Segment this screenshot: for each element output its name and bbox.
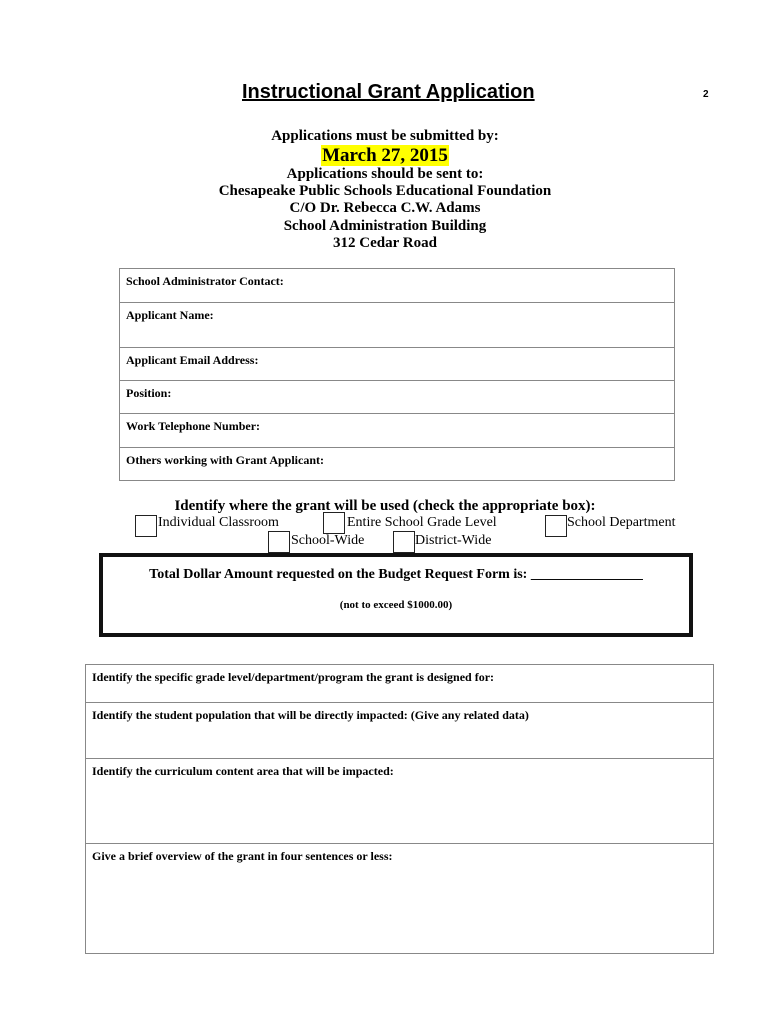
detail-field[interactable]: Give a brief overview of the grant in four sentences or less: (86, 844, 714, 954)
budget-box (99, 553, 693, 637)
grant-use-prompt: Identify where the grant will be used (check the appropriate box): (174, 498, 596, 514)
address-line: School Administration Building (283, 218, 487, 234)
option-label: School Department (567, 515, 676, 530)
contact-field[interactable]: Applicant Name: (120, 303, 675, 348)
checkbox-individual-classroom[interactable] (135, 515, 157, 537)
address-line: C/O Dr. Rebecca C.W. Adams (289, 200, 481, 216)
option-label: Individual Classroom (158, 515, 279, 530)
detail-field[interactable]: Identify the specific grade level/department/program the grant is designed for: (86, 665, 714, 703)
page-title: Instructional Grant Application (242, 81, 535, 103)
checkbox-entire-school-grade-level[interactable] (323, 512, 345, 534)
address-line: Chesapeake Public Schools Educational Foundation (218, 183, 552, 199)
option-label: District-Wide (415, 533, 492, 548)
contact-field[interactable]: Others working with Grant Applicant: (120, 448, 675, 481)
detail-field[interactable]: Identify the student population that will be directly impacted: (Give any related data) (86, 703, 714, 759)
checkbox-school-department[interactable] (545, 515, 567, 537)
detail-field[interactable]: Identify the curriculum content area that will be impacted: (86, 759, 714, 844)
page-number: 2 (703, 89, 709, 100)
budget-label[interactable]: Total Dollar Amount requested on the Budget Request Form is: ________________ (149, 567, 643, 582)
contact-field[interactable]: Work Telephone Number: (120, 414, 675, 448)
deadline-label: Applications must be submitted by: (271, 128, 499, 144)
contact-field[interactable]: School Administrator Contact: (120, 269, 675, 303)
checkbox-school-wide[interactable] (268, 531, 290, 553)
contact-field[interactable]: Applicant Email Address: (120, 348, 675, 381)
contact-field[interactable]: Position: (120, 381, 675, 414)
details-table (85, 664, 714, 954)
deadline-date: March 27, 2015 (322, 145, 448, 166)
checkbox-district-wide[interactable] (393, 531, 415, 553)
option-label: School-Wide (291, 533, 365, 548)
deadline-date-wrap (0, 145, 770, 167)
budget-note: (not to exceed $1000.00) (339, 599, 453, 611)
send-label: Applications should be sent to: (286, 166, 484, 182)
address-line: 312 Cedar Road (333, 235, 437, 251)
option-label: Entire School Grade Level (347, 515, 497, 530)
contact-table (119, 268, 675, 481)
